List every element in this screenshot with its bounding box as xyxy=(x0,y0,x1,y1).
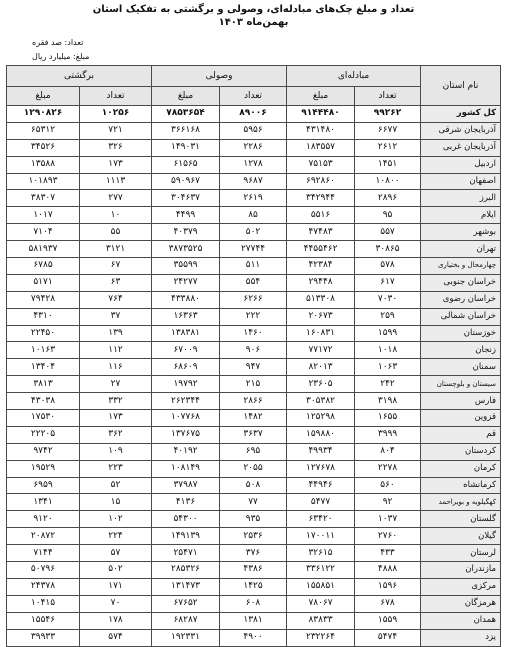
exchanged-count-cell: ۴۳۳ xyxy=(355,545,421,562)
exchanged-amount-cell: ۳۳۶۱۲۲ xyxy=(287,562,355,579)
returned-amount-cell: ۴۳۰۳۸ xyxy=(7,393,80,410)
exchanged-count-cell: ۵۴۷۴ xyxy=(355,629,421,646)
province-name-cell: خراسان رضوی xyxy=(421,291,501,308)
collected-count-cell: ۴۳۸۶ xyxy=(220,562,287,579)
returned-amount-cell: ۲۰۸۷۲ xyxy=(7,528,80,545)
collected-amount-cell: ۴۰۱۹۲ xyxy=(152,443,220,460)
exchanged-count-cell: ۷۰۳۰ xyxy=(355,291,421,308)
collected-count-cell: ۱۴۸۲ xyxy=(220,410,287,427)
collected-count-cell: ۸۵ xyxy=(220,207,287,224)
collected-amount-cell: ۷۸۵۳۶۵۴ xyxy=(152,106,220,123)
returned-amount-cell: ۶۹۵۹ xyxy=(7,477,80,494)
returned-count-cell: ۱۷۸ xyxy=(80,612,152,629)
returned-amount-cell: ۲۲۲۰۵ xyxy=(7,426,80,443)
province-name-cell: سیستان و بلوچستان xyxy=(421,376,501,393)
exchanged-count-cell: ۲۶۱۲ xyxy=(355,139,421,156)
collected-count-cell: ۵۰۸ xyxy=(220,477,287,494)
returned-amount-header: مبلغ xyxy=(7,87,80,106)
collected-count-cell: ۹۳۵ xyxy=(220,511,287,528)
exchanged-amount-cell: ۴۴۹۴۶ xyxy=(287,477,355,494)
collected-amount-cell: ۱۶۳۶۳ xyxy=(152,308,220,325)
returned-count-cell: ۷۶۴ xyxy=(80,291,152,308)
province-name-cell: فارس xyxy=(421,393,501,410)
collected-count-cell: ۲۰۵۵ xyxy=(220,460,287,477)
province-name-cell: قزوین xyxy=(421,410,501,427)
exchanged-amount-cell: ۵۴۷۷ xyxy=(287,494,355,511)
province-name-cell: آذربایجان شرقی xyxy=(421,122,501,139)
returned-amount-cell: ۳۹۹۳۳ xyxy=(7,629,80,646)
returned-count-cell: ۵۷۴ xyxy=(80,629,152,646)
collected-count-cell: ۹۰۶ xyxy=(220,342,287,359)
returned-count-cell: ۳۱۲۱ xyxy=(80,241,152,258)
collected-amount-cell: ۲۸۵۳۲۶ xyxy=(152,562,220,579)
returned-count-cell: ۵۷ xyxy=(80,545,152,562)
exchanged-count-cell: ۱۰۱۸ xyxy=(355,342,421,359)
table-row xyxy=(7,443,501,460)
exchanged-amount-cell: ۴۴۵۵۴۶۲ xyxy=(287,241,355,258)
collected-count-cell: ۲۲۸۶ xyxy=(220,139,287,156)
province-name-cell: ایلام xyxy=(421,207,501,224)
returned-count-cell: ۱۳۹ xyxy=(80,325,152,342)
count-unit-note: تعداد: صد فقره xyxy=(32,38,84,47)
exchanged-amount-cell: ۳۰۵۳۸۲ xyxy=(287,393,355,410)
province-name-cell: مازندران xyxy=(421,562,501,579)
exchanged-amount-cell: ۱۶۰۸۳۱ xyxy=(287,325,355,342)
exchanged-amount-cell: ۵۵۱۶ xyxy=(287,207,355,224)
exchanged-count-cell: ۶۱۷ xyxy=(355,274,421,291)
returned-amount-cell: ۱۲۹۰۸۲۶ xyxy=(7,106,80,123)
collected-count-cell: ۵۵۴ xyxy=(220,274,287,291)
province-name-cell: آذربایجان غربی xyxy=(421,139,501,156)
collected-amount-cell: ۶۱۵۶۵ xyxy=(152,156,220,173)
collected-count-cell: ۱۳۸۱ xyxy=(220,612,287,629)
returned-amount-cell: ۹۱۲۰ xyxy=(7,511,80,528)
table-row xyxy=(7,376,501,393)
table-row xyxy=(7,545,501,562)
exchanged-amount-cell: ۱۷۰۰۱۱ xyxy=(287,528,355,545)
collected-amount-cell: ۳۵۵۹۹ xyxy=(152,258,220,275)
collected-amount-cell: ۴۳۳۸۸۰ xyxy=(152,291,220,308)
table-row xyxy=(7,410,501,427)
province-name-cell: قم xyxy=(421,426,501,443)
collected-count-cell: ۳۶۳۷ xyxy=(220,426,287,443)
returned-count-cell: ۱۱۲ xyxy=(80,342,152,359)
collected-amount-cell: ۳۶۶۱۶۸ xyxy=(152,122,220,139)
collected-count-cell: ۹۴۷ xyxy=(220,359,287,376)
province-name-cell: گلستان xyxy=(421,511,501,528)
collected-amount-cell: ۱۳۸۳۸۱ xyxy=(152,325,220,342)
collected-amount-cell: ۶۸۶۰۹ xyxy=(152,359,220,376)
collected-count-cell: ۵۹۵۶ xyxy=(220,122,287,139)
exchanged-count-cell: ۲۷۶۰ xyxy=(355,528,421,545)
collected-amount-cell: ۶۷۰۰۹ xyxy=(152,342,220,359)
exchanged-amount-cell: ۷۵۱۵۳ xyxy=(287,156,355,173)
returned-amount-cell: ۷۹۴۲۸ xyxy=(7,291,80,308)
province-name-cell: خراسان شمالی xyxy=(421,308,501,325)
exchanged-amount-cell: ۴۹۹۳۴ xyxy=(287,443,355,460)
collected-amount-cell: ۶۸۲۸۷ xyxy=(152,612,220,629)
exchanged-amount-cell: ۸۲۰۱۳ xyxy=(287,359,355,376)
returned-count-cell: ۶۷ xyxy=(80,258,152,275)
returned-count-cell: ۱۰ xyxy=(80,207,152,224)
collected-amount-cell: ۱۰۸۱۴۹ xyxy=(152,460,220,477)
returned-amount-cell: ۱۳۴۰۴ xyxy=(7,359,80,376)
collected-amount-cell: ۲۶۲۳۴۴ xyxy=(152,393,220,410)
province-name-cell: خوزستان xyxy=(421,325,501,342)
province-name-header: نام استان xyxy=(421,66,501,106)
exchanged-amount-cell: ۷۸۰۶۷ xyxy=(287,595,355,612)
table-row xyxy=(7,190,501,207)
exchanged-count-cell: ۹۹۲۶۲ xyxy=(355,106,421,123)
exchanged-count-header: تعداد xyxy=(355,87,421,106)
table-row xyxy=(7,139,501,156)
table-row xyxy=(7,528,501,545)
province-name-cell: همدان xyxy=(421,612,501,629)
table-row xyxy=(7,224,501,241)
exchanged-count-cell: ۳۹۹۹ xyxy=(355,426,421,443)
exchanged-group-header: مبادله‌ای xyxy=(287,66,421,87)
exchanged-amount-cell: ۴۲۳۸۴ xyxy=(287,258,355,275)
exchanged-amount-cell: ۷۷۱۷۲ xyxy=(287,342,355,359)
returned-count-cell: ۷۰ xyxy=(80,595,152,612)
returned-count-cell: ۱۱۱۳ xyxy=(80,173,152,190)
exchanged-count-cell: ۹۲ xyxy=(355,494,421,511)
page-title: تعداد و مبلغ چک‌های مبادله‌ای، وصولی و برگشتی به تفکیک استان xyxy=(92,4,415,15)
province-name-cell: هرمزگان xyxy=(421,595,501,612)
returned-count-cell: ۱۷۳ xyxy=(80,410,152,427)
collected-amount-cell: ۵۴۳۰۰ xyxy=(152,511,220,528)
table-row xyxy=(7,325,501,342)
returned-amount-cell: ۱۹۵۲۹ xyxy=(7,460,80,477)
exchanged-amount-cell: ۶۳۴۲۰ xyxy=(287,511,355,528)
returned-amount-cell: ۳۸۳۰۷ xyxy=(7,190,80,207)
exchanged-amount-cell: ۲۹۴۴۸ xyxy=(287,274,355,291)
collected-count-cell: ۵۰۲ xyxy=(220,224,287,241)
collected-count-cell: ۶۰۸ xyxy=(220,595,287,612)
page-subtitle: بهمن‌ماه ۱۴۰۳ xyxy=(218,17,289,28)
returned-count-cell: ۱۷۱ xyxy=(80,578,152,595)
province-name-cell: کرمانشاه xyxy=(421,477,501,494)
returned-amount-cell: ۱۰۱۷ xyxy=(7,207,80,224)
returned-amount-cell: ۹۷۴۲ xyxy=(7,443,80,460)
exchanged-amount-cell: ۱۵۵۸۵۱ xyxy=(287,578,355,595)
returned-amount-cell: ۱۳۵۸۸ xyxy=(7,156,80,173)
exchanged-amount-cell: ۵۱۳۳۰۸ xyxy=(287,291,355,308)
province-name-cell: گیلان xyxy=(421,528,501,545)
returned-count-cell: ۲۷ xyxy=(80,376,152,393)
province-name-cell: کل کشور xyxy=(421,106,501,123)
table-row xyxy=(7,274,501,291)
exchanged-count-cell: ۹۵ xyxy=(355,207,421,224)
exchanged-amount-cell: ۲۳۶۰۵ xyxy=(287,376,355,393)
province-name-cell: لرستان xyxy=(421,545,501,562)
collected-count-header: تعداد xyxy=(220,87,287,106)
collected-amount-cell: ۵۹۰۹۶۷ xyxy=(152,173,220,190)
table-row xyxy=(7,612,501,629)
table-row xyxy=(7,494,501,511)
collected-amount-cell: ۱۹۷۹۲ xyxy=(152,376,220,393)
table-row xyxy=(7,308,501,325)
province-name-cell: اردبیل xyxy=(421,156,501,173)
exchanged-amount-cell: ۱۲۷۶۷۸ xyxy=(287,460,355,477)
returned-count-cell: ۵۰۲ xyxy=(80,562,152,579)
exchanged-amount-cell: ۱۵۹۸۸۰ xyxy=(287,426,355,443)
exchanged-count-cell: ۱۰۶۳ xyxy=(355,359,421,376)
returned-count-cell: ۵۲ xyxy=(80,477,152,494)
table-row xyxy=(7,173,501,190)
amount-unit-note: مبلغ: میلیارد ریال xyxy=(32,52,90,61)
province-name-cell: کهگیلویه و بویراحمد xyxy=(421,494,501,511)
table-row xyxy=(7,578,501,595)
exchanged-count-cell: ۲۸۹۶ xyxy=(355,190,421,207)
returned-amount-cell: ۷۱۰۴ xyxy=(7,224,80,241)
table-row xyxy=(7,477,501,494)
exchanged-count-cell: ۲۵۹ xyxy=(355,308,421,325)
exchanged-count-cell: ۲۲۷۸ xyxy=(355,460,421,477)
collected-count-cell: ۱۴۶۰ xyxy=(220,325,287,342)
province-name-cell: زنجان xyxy=(421,342,501,359)
collected-amount-cell: ۱۴۹۰۳۱ xyxy=(152,139,220,156)
exchanged-count-cell: ۵۵۷ xyxy=(355,224,421,241)
collected-count-cell: ۶۲۶۶ xyxy=(220,291,287,308)
returned-amount-cell: ۱۰۱۶۳ xyxy=(7,342,80,359)
exchanged-amount-header: مبلغ xyxy=(287,87,355,106)
returned-count-header: تعداد xyxy=(80,87,152,106)
table-row xyxy=(7,122,501,139)
returned-amount-cell: ۶۵۳۱۲ xyxy=(7,122,80,139)
collected-count-cell: ۲۸۶۶ xyxy=(220,393,287,410)
returned-count-cell: ۷۲۱ xyxy=(80,122,152,139)
returned-count-cell: ۱۷۳ xyxy=(80,156,152,173)
collected-amount-cell: ۴۴۹۹ xyxy=(152,207,220,224)
collected-count-cell: ۹۶۸۷ xyxy=(220,173,287,190)
table-row xyxy=(7,426,501,443)
returned-amount-cell: ۱۷۵۳۰ xyxy=(7,410,80,427)
table-row xyxy=(7,342,501,359)
returned-amount-cell: ۱۰۱۸۹۳ xyxy=(7,173,80,190)
returned-amount-cell: ۷۱۴۴ xyxy=(7,545,80,562)
collected-count-cell: ۱۲۷۸ xyxy=(220,156,287,173)
collected-amount-cell: ۱۹۲۳۳۱ xyxy=(152,629,220,646)
collected-count-cell: ۲۲۲ xyxy=(220,308,287,325)
province-name-cell: تهران xyxy=(421,241,501,258)
exchanged-amount-cell: ۴۷۴۸۳ xyxy=(287,224,355,241)
table-row xyxy=(7,393,501,410)
exchanged-amount-cell: ۳۲۶۱۵ xyxy=(287,545,355,562)
exchanged-count-cell: ۳۰۸۶۵ xyxy=(355,241,421,258)
group-header-row xyxy=(7,66,501,87)
collected-count-cell: ۴۹۰۰ xyxy=(220,629,287,646)
exchanged-amount-cell: ۲۳۲۲۶۴ xyxy=(287,629,355,646)
returned-amount-cell: ۲۴۳۷۸ xyxy=(7,578,80,595)
province-name-cell: کردستان xyxy=(421,443,501,460)
table-row xyxy=(7,359,501,376)
collected-count-cell: ۷۷ xyxy=(220,494,287,511)
exchanged-count-cell: ۳۱۹۸ xyxy=(355,393,421,410)
returned-amount-cell: ۵۱۷۱ xyxy=(7,274,80,291)
exchanged-count-cell: ۱۵۵۹ xyxy=(355,612,421,629)
table-row xyxy=(7,207,501,224)
collected-group-header: وصولی xyxy=(152,66,287,87)
returned-count-cell: ۲۲۳ xyxy=(80,460,152,477)
returned-count-cell: ۶۳ xyxy=(80,274,152,291)
returned-count-cell: ۳۶۲ xyxy=(80,426,152,443)
province-name-cell: سمنان xyxy=(421,359,501,376)
returned-amount-cell: ۱۳۴۱ xyxy=(7,494,80,511)
returned-amount-cell: ۳۴۵۲۶ xyxy=(7,139,80,156)
collected-amount-header: مبلغ xyxy=(152,87,220,106)
exchanged-count-cell: ۱۰۸۰۰ xyxy=(355,173,421,190)
exchanged-amount-cell: ۱۸۳۵۵۷ xyxy=(287,139,355,156)
returned-amount-cell: ۳۸۱۳ xyxy=(7,376,80,393)
collected-amount-cell: ۱۰۷۷۶۸ xyxy=(152,410,220,427)
table-row xyxy=(7,241,501,258)
table-row xyxy=(7,562,501,579)
collected-count-cell: ۸۹۰۰۶ xyxy=(220,106,287,123)
exchanged-amount-cell: ۶۹۲۸۶۰ xyxy=(287,173,355,190)
table-row xyxy=(7,258,501,275)
collected-count-cell: ۲۷۷۴۴ xyxy=(220,241,287,258)
exchanged-count-cell: ۶۶۷۷ xyxy=(355,122,421,139)
returned-amount-cell: ۴۳۱۰ xyxy=(7,308,80,325)
province-name-cell: چهارمحال و بختیاری xyxy=(421,258,501,275)
province-name-cell: خراسان جنوبی xyxy=(421,274,501,291)
collected-amount-cell: ۳۰۴۶۳۷ xyxy=(152,190,220,207)
returned-count-cell: ۱۰۹ xyxy=(80,443,152,460)
returned-count-cell: ۳۲۶ xyxy=(80,139,152,156)
exchanged-count-cell: ۱۴۵۱ xyxy=(355,156,421,173)
exchanged-count-cell: ۱۵۹۶ xyxy=(355,578,421,595)
returned-count-cell: ۲۲۴ xyxy=(80,528,152,545)
table-row xyxy=(7,460,501,477)
table-body xyxy=(7,106,501,647)
collected-amount-cell: ۶۷۶۵۲ xyxy=(152,595,220,612)
total-row xyxy=(7,106,501,123)
exchanged-count-cell: ۶۷۸ xyxy=(355,595,421,612)
table-row xyxy=(7,595,501,612)
exchanged-count-cell: ۱۶۵۵ xyxy=(355,410,421,427)
returned-count-cell: ۱۰۲۵۶ xyxy=(80,106,152,123)
province-name-cell: اصفهان xyxy=(421,173,501,190)
returned-group-header: برگشتی xyxy=(7,66,152,87)
exchanged-count-cell: ۵۷۸ xyxy=(355,258,421,275)
exchanged-amount-cell: ۸۳۸۳۳ xyxy=(287,612,355,629)
returned-count-cell: ۲۷۷ xyxy=(80,190,152,207)
exchanged-count-cell: ۱۰۳۷ xyxy=(355,511,421,528)
table-row xyxy=(7,629,501,646)
collected-count-cell: ۵۱۱ xyxy=(220,258,287,275)
exchanged-amount-cell: ۱۲۵۲۹۸ xyxy=(287,410,355,427)
collected-amount-cell: ۱۳۷۶۷۵ xyxy=(152,426,220,443)
returned-amount-cell: ۱۰۴۱۵ xyxy=(7,595,80,612)
exchanged-amount-cell: ۹۱۴۴۴۸۰ xyxy=(287,106,355,123)
exchanged-count-cell: ۸۰۴ xyxy=(355,443,421,460)
table-row xyxy=(7,511,501,528)
collected-amount-cell: ۲۴۲۷۷ xyxy=(152,274,220,291)
collected-count-cell: ۶۹۵ xyxy=(220,443,287,460)
collected-amount-cell: ۳۸۷۳۵۲۵ xyxy=(152,241,220,258)
returned-count-cell: ۳۳۲ xyxy=(80,393,152,410)
collected-amount-cell: ۴۰۳۷۹ xyxy=(152,224,220,241)
returned-count-cell: ۱۰۲ xyxy=(80,511,152,528)
returned-amount-cell: ۵۸۱۹۳۷ xyxy=(7,241,80,258)
returned-amount-cell: ۲۲۴۵۰ xyxy=(7,325,80,342)
collected-amount-cell: ۱۴۹۱۳۹ xyxy=(152,528,220,545)
province-name-cell: مرکزی xyxy=(421,578,501,595)
returned-count-cell: ۱۵ xyxy=(80,494,152,511)
collected-count-cell: ۲۶۱۹ xyxy=(220,190,287,207)
collected-count-cell: ۳۷۶ xyxy=(220,545,287,562)
collected-count-cell: ۲۵۳۶ xyxy=(220,528,287,545)
province-name-cell: البرز xyxy=(421,190,501,207)
collected-amount-cell: ۳۷۹۸۷ xyxy=(152,477,220,494)
returned-count-cell: ۵۵ xyxy=(80,224,152,241)
collected-amount-cell: ۴۱۳۶ xyxy=(152,494,220,511)
returned-amount-cell: ۱۵۵۴۶ xyxy=(7,612,80,629)
cheques-by-province-table xyxy=(6,65,501,647)
collected-count-cell: ۱۴۲۵ xyxy=(220,578,287,595)
collected-amount-cell: ۲۵۴۷۱ xyxy=(152,545,220,562)
province-name-cell: کرمان xyxy=(421,460,501,477)
table-row xyxy=(7,156,501,173)
exchanged-count-cell: ۲۴۲ xyxy=(355,376,421,393)
returned-count-cell: ۳۷ xyxy=(80,308,152,325)
exchanged-count-cell: ۵۶۰ xyxy=(355,477,421,494)
returned-amount-cell: ۵۰۷۹۶ xyxy=(7,562,80,579)
table-row xyxy=(7,291,501,308)
exchanged-amount-cell: ۳۴۲۹۴۴ xyxy=(287,190,355,207)
collected-count-cell: ۲۱۵ xyxy=(220,376,287,393)
exchanged-amount-cell: ۲۰۶۷۳ xyxy=(287,308,355,325)
exchanged-count-cell: ۴۸۸۸ xyxy=(355,562,421,579)
exchanged-count-cell: ۱۵۹۹ xyxy=(355,325,421,342)
returned-amount-cell: ۶۷۸۵ xyxy=(7,258,80,275)
exchanged-amount-cell: ۴۳۱۴۸۰ xyxy=(287,122,355,139)
returned-count-cell: ۱۱۶ xyxy=(80,359,152,376)
province-name-cell: بوشهر xyxy=(421,224,501,241)
province-name-cell: یزد xyxy=(421,629,501,646)
collected-amount-cell: ۱۳۱۴۷۳ xyxy=(152,578,220,595)
